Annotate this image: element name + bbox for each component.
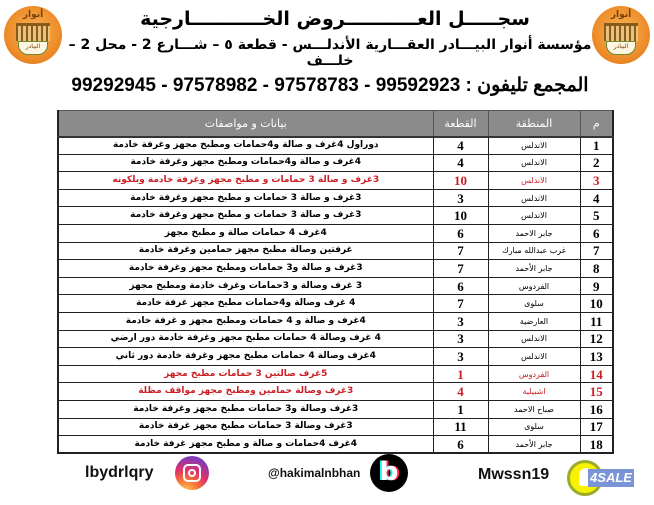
row-plot: 7 xyxy=(433,260,488,278)
row-plot: 3 xyxy=(433,189,488,207)
row-index: 1 xyxy=(580,137,613,155)
table-row xyxy=(58,312,613,330)
tiktok-handle[interactable]: @hakimalnbhan xyxy=(268,466,361,480)
row-description: 3 غرف وصالة و 3حمامات وغرف خادمة ومطبخ مجهز xyxy=(58,277,433,295)
table-row xyxy=(58,172,613,190)
row-region: الاندلس xyxy=(488,189,580,207)
row-description: 4 غرف وصالة 4 حمامات مطبخ مجهز وغرفة خادمة دور ارضي xyxy=(58,330,433,348)
row-region: الاندلس xyxy=(488,172,580,190)
row-index: 13 xyxy=(580,348,613,366)
row-description: غرفتين وصالة مطبخ مجهز حمامين وغرفة خادمة xyxy=(58,242,433,260)
company-address: مؤسسة أنوار البيـــادر العقـــارية الأندلـــس - قطعة ٥ – شـــارع 2 - محل 2 – خلـــف xyxy=(68,37,592,69)
table-row xyxy=(58,189,613,207)
logo-text-top: أنوار xyxy=(22,10,44,20)
row-plot: 4 xyxy=(433,154,488,172)
row-index: 15 xyxy=(580,383,613,401)
row-description: 3غرف وصالة حمامين ومطبخ مجهز مواقف مظلة xyxy=(58,383,433,401)
row-description: 3غرف و صالة 3 حمامات و مطبخ مجهز وغرفة خادمة وبلكونه xyxy=(58,172,433,190)
4sale-badge: 4SALE xyxy=(588,469,634,487)
row-description: 3غرف و صالة و3 حمامات ومطبخ مجهز وغرفة خادمة xyxy=(58,260,433,278)
column-header-plot: القطعة xyxy=(433,111,488,137)
instagram-icon[interactable] xyxy=(175,456,209,490)
table-row xyxy=(58,348,613,366)
social-footer xyxy=(0,452,654,497)
table-row xyxy=(58,137,613,155)
row-index: 14 xyxy=(580,365,613,383)
logo-text-bottom: البيادر xyxy=(606,41,636,55)
row-region: الاندلس xyxy=(488,330,580,348)
row-plot: 11 xyxy=(433,418,488,436)
castle-wall-icon xyxy=(16,23,50,41)
logo-text-top: أنوار xyxy=(610,10,632,20)
row-index: 6 xyxy=(580,224,613,242)
row-index: 5 xyxy=(580,207,613,225)
castle-wall-icon xyxy=(604,23,638,41)
row-region: الاندلس xyxy=(488,348,580,366)
row-plot: 3 xyxy=(433,312,488,330)
table-row xyxy=(58,242,613,260)
table-row xyxy=(58,330,613,348)
row-description: 5غرف صالتين 3 حمامات مطبخ مجهز xyxy=(58,365,433,383)
snapchat-handle[interactable]: Mwssn19 xyxy=(478,466,550,483)
row-index: 9 xyxy=(580,277,613,295)
listings-table xyxy=(57,110,612,454)
column-header-description: بيانات و مواصفات xyxy=(58,111,433,137)
row-region: الاندلس xyxy=(488,207,580,225)
table-row xyxy=(58,418,613,436)
table-row xyxy=(58,295,613,313)
row-region: سلوى xyxy=(488,418,580,436)
logo-text-bottom: البيادر xyxy=(18,41,48,55)
row-region: غرب عبدالله مبارك xyxy=(488,242,580,260)
row-region: جابر الأحمد xyxy=(488,260,580,278)
row-description: 3غرف و صالة 3 حمامات و مطبخ مجهز وغرفة خادمة xyxy=(58,207,433,225)
phone-numbers: المجمع تليفون : 99592923 - 97578783 - 97578982 - 99292945 xyxy=(71,75,589,96)
row-index: 10 xyxy=(580,295,613,313)
row-region: صباح الاحمد xyxy=(488,400,580,418)
row-plot: 4 xyxy=(433,383,488,401)
table-row xyxy=(58,383,613,401)
row-description: 3غرف وصالة 3 حمامات مطبخ مجهز غرفة خادمة xyxy=(58,418,433,436)
page-title: سجـــــل العـــــــــــروض الخـــــــــــارجية xyxy=(140,8,530,30)
instagram-handle[interactable]: lbydrlqry xyxy=(85,464,154,481)
column-header-index: م xyxy=(580,111,613,137)
column-header-region: المنطقة xyxy=(488,111,580,137)
row-plot: 4 xyxy=(433,137,488,155)
table-row xyxy=(58,400,613,418)
row-region: جابر الأحمد xyxy=(488,436,580,454)
row-plot: 3 xyxy=(433,330,488,348)
row-region: اشبيلية xyxy=(488,383,580,401)
table-header-row xyxy=(58,111,613,137)
row-plot: 7 xyxy=(433,295,488,313)
row-description: 4غرف و صالة و 4 حمامات ومطبخ مجهز و غرفة خادمة xyxy=(58,312,433,330)
table-row xyxy=(58,207,613,225)
row-description: 4غرف 4حمامات و صالة و مطبخ مجهز غرفة خادمة xyxy=(58,436,433,454)
tiktok-icon[interactable]: b xyxy=(370,454,408,492)
row-index: 3 xyxy=(580,172,613,190)
row-plot: 3 xyxy=(433,348,488,366)
row-region: الاندلس xyxy=(488,137,580,155)
row-index: 8 xyxy=(580,260,613,278)
row-description: 3غرف و صالة 3 حمامات و مطبخ مجهز وغرفة خادمة xyxy=(58,189,433,207)
row-plot: 1 xyxy=(433,365,488,383)
row-plot: 10 xyxy=(433,172,488,190)
row-region: الفردوس xyxy=(488,277,580,295)
row-index: 17 xyxy=(580,418,613,436)
company-logo-left xyxy=(4,6,62,64)
row-index: 11 xyxy=(580,312,613,330)
row-description: 4غرف 4 حمامات صالة و مطبخ مجهز xyxy=(58,224,433,242)
row-description: 4غرف و صالة و4حمامات ومطبخ مجهز وغرفة خادمة xyxy=(58,154,433,172)
row-region: العارضية xyxy=(488,312,580,330)
table-row xyxy=(58,277,613,295)
row-plot: 7 xyxy=(433,242,488,260)
table-row xyxy=(58,154,613,172)
row-index: 7 xyxy=(580,242,613,260)
row-region: الفردوس xyxy=(488,365,580,383)
table-row xyxy=(58,365,613,383)
row-plot: 1 xyxy=(433,400,488,418)
row-plot: 6 xyxy=(433,224,488,242)
table-row xyxy=(58,436,613,454)
row-description: دوراول 4غرف و صالة و4حمامات ومطبخ مجهز وغرفة خادمة xyxy=(58,137,433,155)
row-index: 2 xyxy=(580,154,613,172)
row-region: جابر الاحمد xyxy=(488,224,580,242)
row-index: 16 xyxy=(580,400,613,418)
row-index: 4 xyxy=(580,189,613,207)
row-plot: 10 xyxy=(433,207,488,225)
row-description: 4غرف وصالة 4 حمامات مطبخ مجهز وغرفة خادمة دور ثاني xyxy=(58,348,433,366)
row-plot: 6 xyxy=(433,436,488,454)
table-row xyxy=(58,260,613,278)
company-logo-right xyxy=(592,6,650,64)
row-region: سلوى xyxy=(488,295,580,313)
row-plot: 6 xyxy=(433,277,488,295)
row-description: 4 غرف وصالة و4حمامات مطبخ مجهز غرفة خادمة xyxy=(58,295,433,313)
row-region: الاندلس xyxy=(488,154,580,172)
row-description: 3غرف وصالة و3 حمامات مطبخ مجهز وغرفة خادمة xyxy=(58,400,433,418)
table-row xyxy=(58,224,613,242)
row-index: 12 xyxy=(580,330,613,348)
row-index: 18 xyxy=(580,436,613,454)
